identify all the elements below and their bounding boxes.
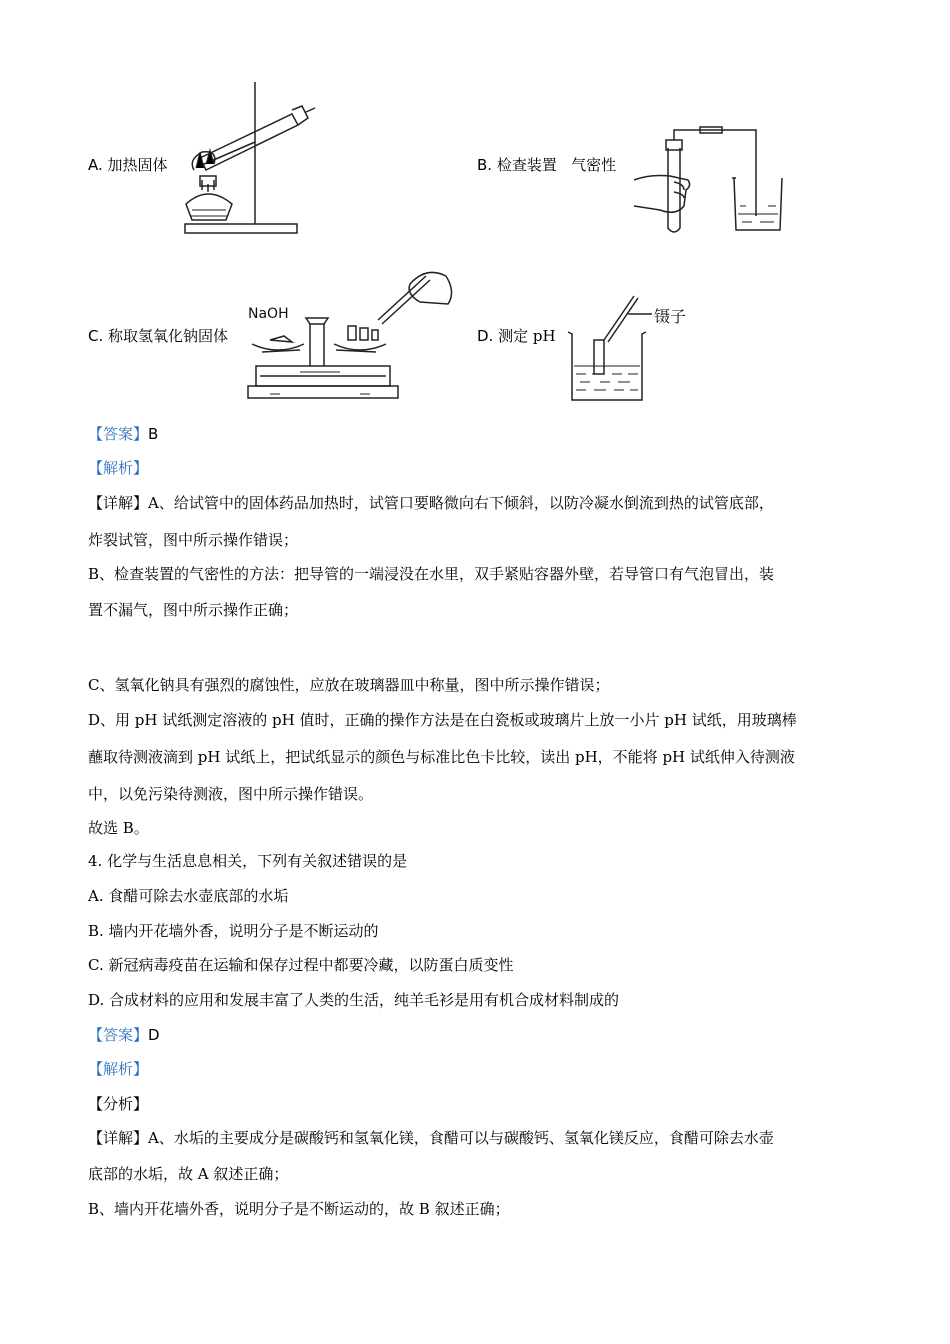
q4-detail-a2: 底部的水垢，故 A 叙述正确；: [88, 1165, 289, 1183]
figure-weighing-naoh: [240, 262, 460, 407]
option-a-label: A. 加热固体: [88, 156, 168, 174]
tweezers-label: 镊子: [654, 307, 687, 326]
q3-analysis-tag: 【解析】: [88, 459, 149, 477]
q4-detail-b: B、墙内开花墙外香，说明分子是不断运动的，故 B 叙述正确；: [88, 1200, 510, 1218]
option-b-label: B. 检查装置 气密性: [477, 156, 617, 174]
q3-detail-a1: 【详解】A、给试管中的固体药品加热时，试管口要略微向右下倾斜，以防冷凝水倒流到热的试管底部，: [88, 494, 774, 512]
q3-answer: 【答案】B: [88, 425, 159, 443]
q4-option-c: C. 新冠病毒疫苗在运输和保存过程中都要冷藏，以防蛋白质变性: [88, 956, 514, 974]
q3-detail-d2: 蘸取待测液滴到 pH 试纸上，把试纸显示的颜色与标准比色卡比较，读出 pH，不能将 pH 试纸伸入待测液: [88, 748, 795, 766]
figure-heating-solid: [180, 80, 320, 240]
q4-detail-a1: 【详解】A、水垢的主要成分是碳酸钙和氢氧化镁，食醋可以与碳酸钙、氢氧化镁反应，食醋可除去水壶: [88, 1129, 774, 1147]
q4-option-d: D. 合成材料的应用和发展丰富了人类的生活，纯羊毛衫是用有机合成材料制成的: [88, 991, 620, 1009]
figure-ph-test: [560, 292, 700, 407]
q3-detail-b2: 置不漏气，图中所示操作正确；: [88, 601, 299, 619]
q4-analysis-tag: 【解析】: [88, 1060, 149, 1078]
figure-airtightness-check: [630, 118, 790, 243]
q3-detail-a2: 炸裂试管，图中所示操作错误；: [88, 531, 299, 549]
q4-fenxi-tag: 【分析】: [88, 1095, 149, 1113]
q3-conclusion: 故选 B。: [88, 819, 149, 837]
naoh-label: NaOH: [248, 306, 289, 322]
q4-answer: 【答案】D: [88, 1026, 160, 1044]
option-c-label: C. 称取氢氧化钠固体: [88, 327, 229, 345]
option-d-label: D. 测定 pH: [477, 327, 556, 345]
q3-detail-d1: D、用 pH 试纸测定溶液的 pH 值时，正确的操作方法是在白瓷板或玻璃片上放一小片 pH 试纸，用玻璃棒: [88, 711, 797, 729]
q4-stem: 4. 化学与生活息息相关，下列有关叙述错误的是: [88, 852, 408, 870]
q3-detail-b1: B、检查装置的气密性的方法：把导管的一端浸没在水里，双手紧贴容器外壁，若导管口有气泡冒出，装: [88, 565, 775, 583]
q4-option-b: B. 墙内开花墙外香，说明分子是不断运动的: [88, 922, 379, 940]
q4-option-a: A. 食醋可除去水壶底部的水垢: [88, 887, 289, 905]
q3-detail-d3: 中，以免污染待测液，图中所示操作错误。: [88, 785, 374, 803]
q3-detail-c: C、氢氧化钠具有强烈的腐蚀性，应放在玻璃器皿中称量，图中所示操作错误；: [88, 676, 610, 694]
